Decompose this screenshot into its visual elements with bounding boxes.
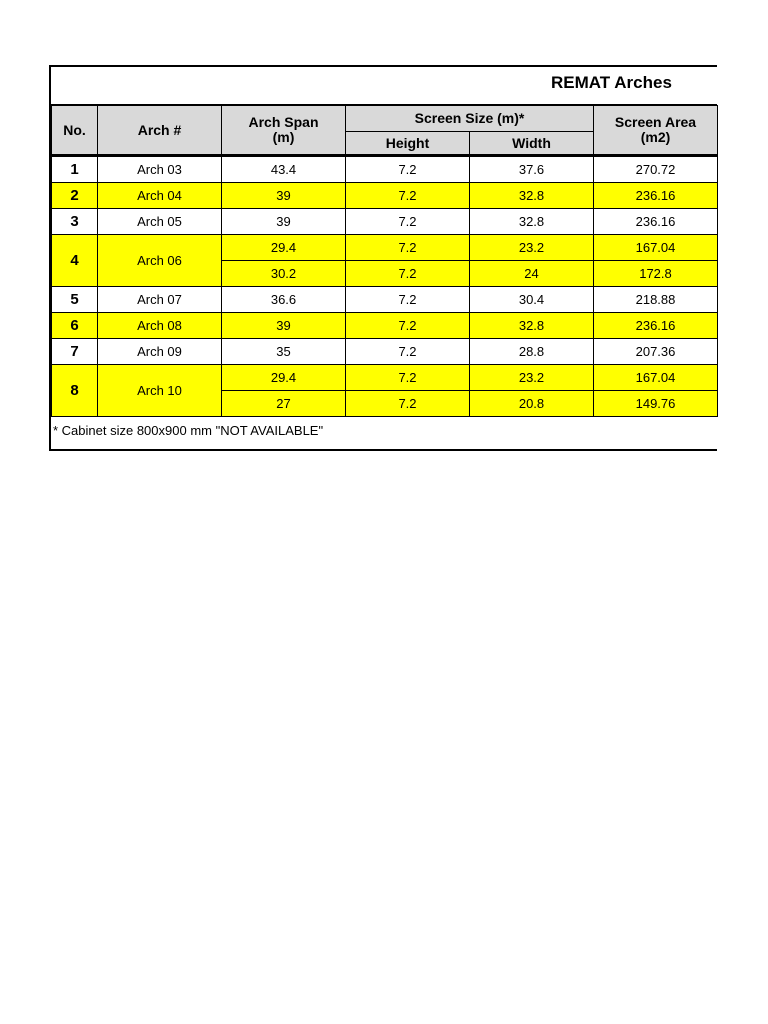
cell-arch: Arch 06: [98, 235, 222, 287]
table-row: [52, 365, 718, 391]
table-row: [52, 209, 718, 235]
table-row: [52, 287, 718, 313]
cell-arch: Arch 10: [98, 365, 222, 417]
cell-height: 7.2: [346, 287, 470, 313]
header-arch-span: [222, 106, 346, 156]
cell-span: 30.2: [222, 261, 346, 287]
cell-height: 7.2: [346, 391, 470, 417]
cell-area: 167.04: [594, 235, 718, 261]
header-screen-area: [594, 106, 718, 156]
cell-arch: Arch 09: [98, 339, 222, 365]
header-width: Width: [470, 132, 594, 156]
cell-height: 7.2: [346, 365, 470, 391]
cell-width: 32.8: [470, 183, 594, 209]
cell-width: 37.6: [470, 156, 594, 183]
cell-no: 8: [52, 365, 98, 417]
spreadsheet-sheet: [49, 65, 717, 451]
cell-area: 270.72: [594, 156, 718, 183]
title-row: [51, 67, 717, 105]
table-body: [52, 156, 718, 417]
cell-area: 167.04: [594, 365, 718, 391]
table-row: [52, 235, 718, 261]
cell-height: 7.2: [346, 183, 470, 209]
cell-no: 3: [52, 209, 98, 235]
cell-span: 39: [222, 183, 346, 209]
cell-height: 7.2: [346, 235, 470, 261]
cell-width: 24: [470, 261, 594, 287]
header-no: No.: [52, 106, 98, 156]
header-arch: Arch #: [98, 106, 222, 156]
cell-height: 7.2: [346, 261, 470, 287]
cell-area: 149.76: [594, 391, 718, 417]
cell-no: 4: [52, 235, 98, 287]
cell-area: 236.16: [594, 209, 718, 235]
cell-no: 7: [52, 339, 98, 365]
table-row: [52, 339, 718, 365]
cell-span: 39: [222, 209, 346, 235]
cell-arch: Arch 08: [98, 313, 222, 339]
cell-area: 236.16: [594, 313, 718, 339]
cell-arch: Arch 03: [98, 156, 222, 183]
arches-table: [51, 105, 718, 417]
table-row: [52, 183, 718, 209]
header-arch-span-line2: (m): [272, 129, 295, 145]
header-screen-area-line1: Screen Area: [614, 114, 697, 130]
cell-span: 35: [222, 339, 346, 365]
table-header: [52, 106, 718, 156]
cell-height: 7.2: [346, 313, 470, 339]
cell-no: 6: [52, 313, 98, 339]
cell-span: 27: [222, 391, 346, 417]
header-height: Height: [346, 132, 470, 156]
cell-no: 1: [52, 156, 98, 183]
cell-no: 2: [52, 183, 98, 209]
cell-height: 7.2: [346, 209, 470, 235]
cell-width: 20.8: [470, 391, 594, 417]
cell-area: 172.8: [594, 261, 718, 287]
sheet-title: REMAT Arches: [551, 73, 672, 92]
cell-height: 7.2: [346, 339, 470, 365]
cell-span: 29.4: [222, 365, 346, 391]
table-row: [52, 156, 718, 183]
header-screen-area-line2: (m2): [640, 129, 671, 145]
cell-width: 32.8: [470, 209, 594, 235]
cell-arch: Arch 05: [98, 209, 222, 235]
cell-height: 7.2: [346, 156, 470, 183]
header-screen-size: Screen Size (m)*: [346, 106, 594, 132]
cell-width: 32.8: [470, 313, 594, 339]
table-row: [52, 313, 718, 339]
cell-span: 39: [222, 313, 346, 339]
cell-no: 5: [52, 287, 98, 313]
cell-arch: Arch 04: [98, 183, 222, 209]
cell-span: 43.4: [222, 156, 346, 183]
cell-span: 36.6: [222, 287, 346, 313]
cell-span: 29.4: [222, 235, 346, 261]
cell-arch: Arch 07: [98, 287, 222, 313]
cell-area: 218.88: [594, 287, 718, 313]
footnote: * Cabinet size 800x900 mm "NOT AVAILABLE": [53, 423, 324, 438]
cell-area: 236.16: [594, 183, 718, 209]
cell-width: 28.8: [470, 339, 594, 365]
cell-width: 23.2: [470, 365, 594, 391]
header-arch-span-line1: Arch Span: [248, 114, 319, 130]
cell-width: 23.2: [470, 235, 594, 261]
cell-area: 207.36: [594, 339, 718, 365]
cell-width: 30.4: [470, 287, 594, 313]
